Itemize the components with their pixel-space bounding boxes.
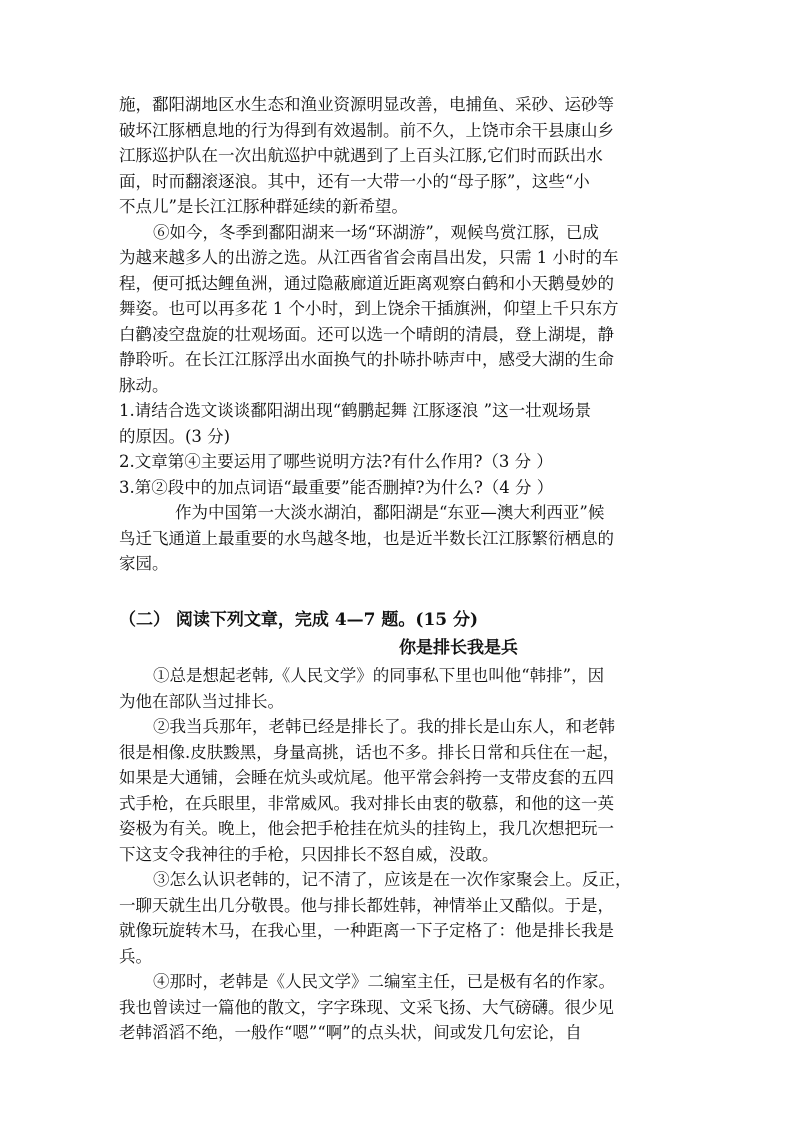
text-line: 脉动。: [119, 375, 169, 395]
text-line: ①总是想起老韩,《人民文学》的同事私下里也叫他“韩排”，因: [153, 666, 605, 685]
text-line: 不点儿”是长江江豚种群延续的新希望。: [119, 197, 408, 216]
text-line: 老韩滔滔不绝，一般作“嗯”“啊”的点头状，间或发几句宏论，自: [119, 1023, 582, 1042]
text-line: 如果是大通铺，会睡在炕头或炕尾。他平常会斜挎一支带皮套的五四: [119, 768, 614, 787]
article-paragraph-4: [119, 969, 679, 1046]
text-line: 破坏江豚栖息地的行为得到有效遏制。前不久，上饶市余干县康山乡: [119, 120, 614, 140]
text-line: 鸟迁飞通道上最重要的水鸟越冬地，也是近半数长江江豚繁衍栖息的: [119, 528, 614, 548]
text-line: ②我当兵那年，老韩已经是排长了。我的排长是山东人，和老韩: [153, 717, 615, 736]
text-line: 兵。: [119, 946, 152, 966]
text-line: 程，便可抵达鲤鱼洲，通过隐蔽廊道近距离观察白鹤和小天鹅曼妙的: [119, 273, 614, 293]
question-3: 3.第②段中的加点词语“最重要”能否删掉?为什么?（4 分 ）: [119, 477, 554, 497]
question-1-cont: 的原因。(3 分): [119, 426, 231, 446]
text-line: 为越来越多人的出游之选。从江西省省会南昌出发，只需 1 小时的车: [119, 248, 619, 267]
article-paragraph-3: [119, 867, 679, 969]
text-line: 为他在部队当过排长。: [119, 691, 284, 711]
text-line: ③怎么认识老韩的，记不清了，应该是在一次作家聚会上。反正，: [153, 870, 632, 889]
section-heading: （二） 阅读下列文章，完成 4—7 题。(15 分): [119, 609, 479, 630]
text-line: 静聆听。在长江江豚浮出水面换气的扑哧扑哧声中，感受大湖的生命: [119, 350, 614, 369]
text-line: 白鹳凌空盘旋的壮观场面。还可以选一个晴朗的清晨，登上湖堤，静: [119, 324, 614, 344]
text-line: ④那时，老韩是《人民文学》二编室主任，已是极有名的作家。: [153, 972, 615, 991]
text-line: 家园。: [119, 554, 169, 573]
paragraph-6: [119, 220, 679, 399]
text-line: 江豚巡护队在一次出航巡护中就遇到了上百头江豚,它们时而跃出水: [119, 146, 603, 165]
text-line: 作为中国第一大淡水湖泊，鄱阳湖是“东亚—澳大利西亚”候: [175, 503, 605, 522]
question-1: 1.请结合选文谈谈鄱阳湖出现“鹤鹏起舞 江豚逐浪 ”这一壮观场景: [119, 401, 592, 420]
questions-list: [119, 398, 679, 500]
text-line: 舞姿。也可以再多花 1 个小时，到上饶余干插旗洲，仰望上千只东方: [119, 299, 619, 318]
text-line: ⑥如今，冬季到鄱阳湖来一场“环湖游”，观候鸟赏江豚，已成: [153, 222, 599, 242]
article-paragraph-2: [119, 714, 679, 867]
text-line: 面，时而翻滚逐浪。其中，还有一大带一小的“母子豚”，这些“小: [119, 171, 590, 191]
text-line: 一聊天就生出几分敬畏。他与排长都姓韩，神情举止又酷似。于是，: [119, 895, 614, 915]
text-line: 就像玩旋转木马，在我心里，一种距离一下子定格了：他是排长我是: [119, 921, 614, 940]
quote-paragraph: [119, 500, 679, 577]
text-line: 我也曾读过一篇他的散文，字字珠现、文采飞扬、大气磅礴。很少见: [119, 997, 614, 1017]
text-line: 式手枪，在兵眼里，非常威风。我对排长由衷的敬慕，和他的这一英: [119, 793, 614, 813]
question-2: 2.文章第④主要运用了哪些说明方法?有什么作用?（3 分 ）: [119, 452, 553, 471]
paragraph-5: [119, 92, 679, 220]
article-paragraph-1: [119, 663, 679, 714]
document-page: [119, 92, 679, 1046]
text-line: 很是相像.皮肤黢黑，身量高挑，话也不多。排长日常和兵住在一起，: [119, 742, 620, 762]
text-line: 施，鄱阳湖地区水生态和渔业资源明显改善，电捕鱼、采砂、运砂等: [119, 95, 614, 114]
text-line: 姿极为有关。晚上，他会把手枪挂在炕头的挂钩上，我几次想把玩一: [119, 819, 614, 838]
article-title: 你是排长我是兵: [399, 638, 518, 658]
text-line: 下这支令我神往的手枪，只因排长不怒自威，没敢。: [119, 844, 499, 864]
